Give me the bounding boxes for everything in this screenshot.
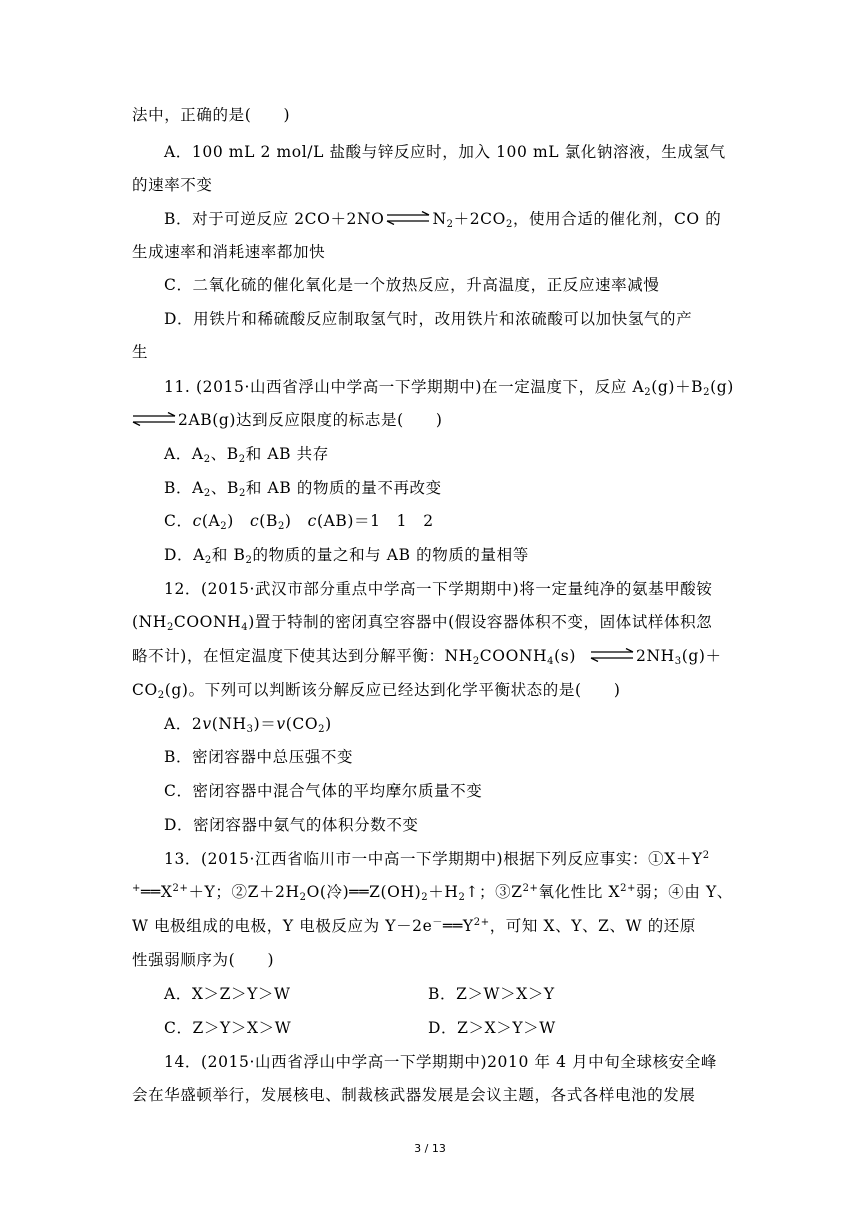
equilibrium-arrow-icon — [590, 648, 634, 662]
option-a-q13: A．X＞Z＞Y＞W — [164, 985, 291, 1003]
text-line: 生 — [132, 343, 149, 361]
text-line: $(NH_2COONH_4)$置于特制的密闭真空容器中(假设容器体积不变，固体试样体积忽 — [132, 613, 713, 633]
question-12: 12．(2015·武汉市部分重点中学高一下学期期中)将一定量纯净的氨基甲酸铵 — [164, 580, 713, 598]
text-line: 生成速率和消耗速率都加快 — [132, 243, 326, 261]
option-d-q12: D．密闭容器中氨气的体积分数不变 — [164, 816, 419, 834]
option-d-q13: D．Z＞X＞Y＞W — [428, 1019, 556, 1037]
equilibrium-arrow-icon — [132, 412, 176, 426]
option-c-q13: C．Z＞Y＞X＞W — [164, 1019, 292, 1037]
equilibrium-arrow-icon — [386, 211, 430, 225]
question-11: 11. (2015·山西省浮山中学高一下学期期中)在一定温度下，反应 $A_2(g)+B_2(g)$ — [164, 378, 734, 398]
page-number: 3 / 13 — [414, 1142, 446, 1155]
option-a-q11: A．$A_2$、$B_2$和 AB 共存 — [164, 445, 329, 465]
option-d-q10: D．用铁片和稀硫酸反应制取氢气时，改用铁片和浓硫酸可以加快氢气的产 — [164, 310, 693, 328]
text-line: $CO_2(g)$。下列可以判断该分解反应已经达到化学平衡状态的是( ) — [132, 681, 621, 701]
option-c-q11: C．$c(A_2)$ $c(B_2)$ c(AB)＝1 1 2 — [164, 512, 434, 532]
text-line: 的速率不变 — [132, 176, 213, 194]
question-14: 14．(2015·山西省浮山中学高一下学期期中)2010 年 4 月中旬全球核安全峰 — [164, 1053, 717, 1071]
text-line: 法中，正确的是( ) — [132, 106, 291, 124]
option-a-q10: A．100 mL 2 mol/L 盐酸与锌反应时，加入 100 mL 氯化钠溶液，生成氢气 — [164, 143, 726, 161]
text-line: 略不计)，在恒定温度下使其达到分解平衡：$NH_2COONH_4(s)$ $2NH_3(g)+$ — [132, 647, 722, 667]
text-line: 2AB(g)达到反应限度的标志是( ) — [132, 409, 732, 431]
text-line: W 电极组成的电极，Y 电极反应为 $Y-2e^-══Y^{2+}$，可知 X、Y、Z、W 的还原 — [132, 917, 697, 935]
option-c-q12: C．密闭容器中混合气体的平均摩尔质量不变 — [164, 782, 483, 800]
option-a-q12: A．$2v(NH_3)=v(CO_2)$ — [164, 715, 332, 735]
option-b-q12: B．密闭容器中总压强不变 — [164, 748, 354, 766]
option-c-q10: C．二氧化硫的催化氧化是一个放热反应，升高温度，正反应速率减慢 — [164, 276, 660, 294]
option-b-q11: B．$A_2$、$B_2$和 AB 的物质的量不再改变 — [164, 479, 442, 499]
text-line: 性强弱顺序为( ) — [132, 951, 275, 969]
option-b-q13: B．Z＞W＞X＞Y — [428, 985, 555, 1003]
question-13: 13．(2015·江西省临川市一中高一下学期期中)根据下列反应事实：$①X+Y^2$ — [164, 850, 710, 868]
option-d-q11: D．$A_2$和 $B_2$的物质的量之和与 AB 的物质的量相等 — [164, 546, 529, 566]
text-line: $^+══X^{2+}+Y$；$②Z+2H_2O$(冷)$══Z(OH)_2+H_2↑$；$③Z^{2+}$氧化性比 $X^{2+}$弱；④由 Y、 — [132, 883, 733, 903]
option-b-q10: B．对于可逆反应 2CO＋2NO $N_2+2CO_2$，使用合适的催化剂，CO 的 — [164, 210, 722, 230]
text-line: 会在华盛顿举行，发展核电、制裁核武器发展是会议主题，各式各样电池的发展 — [132, 1086, 696, 1104]
